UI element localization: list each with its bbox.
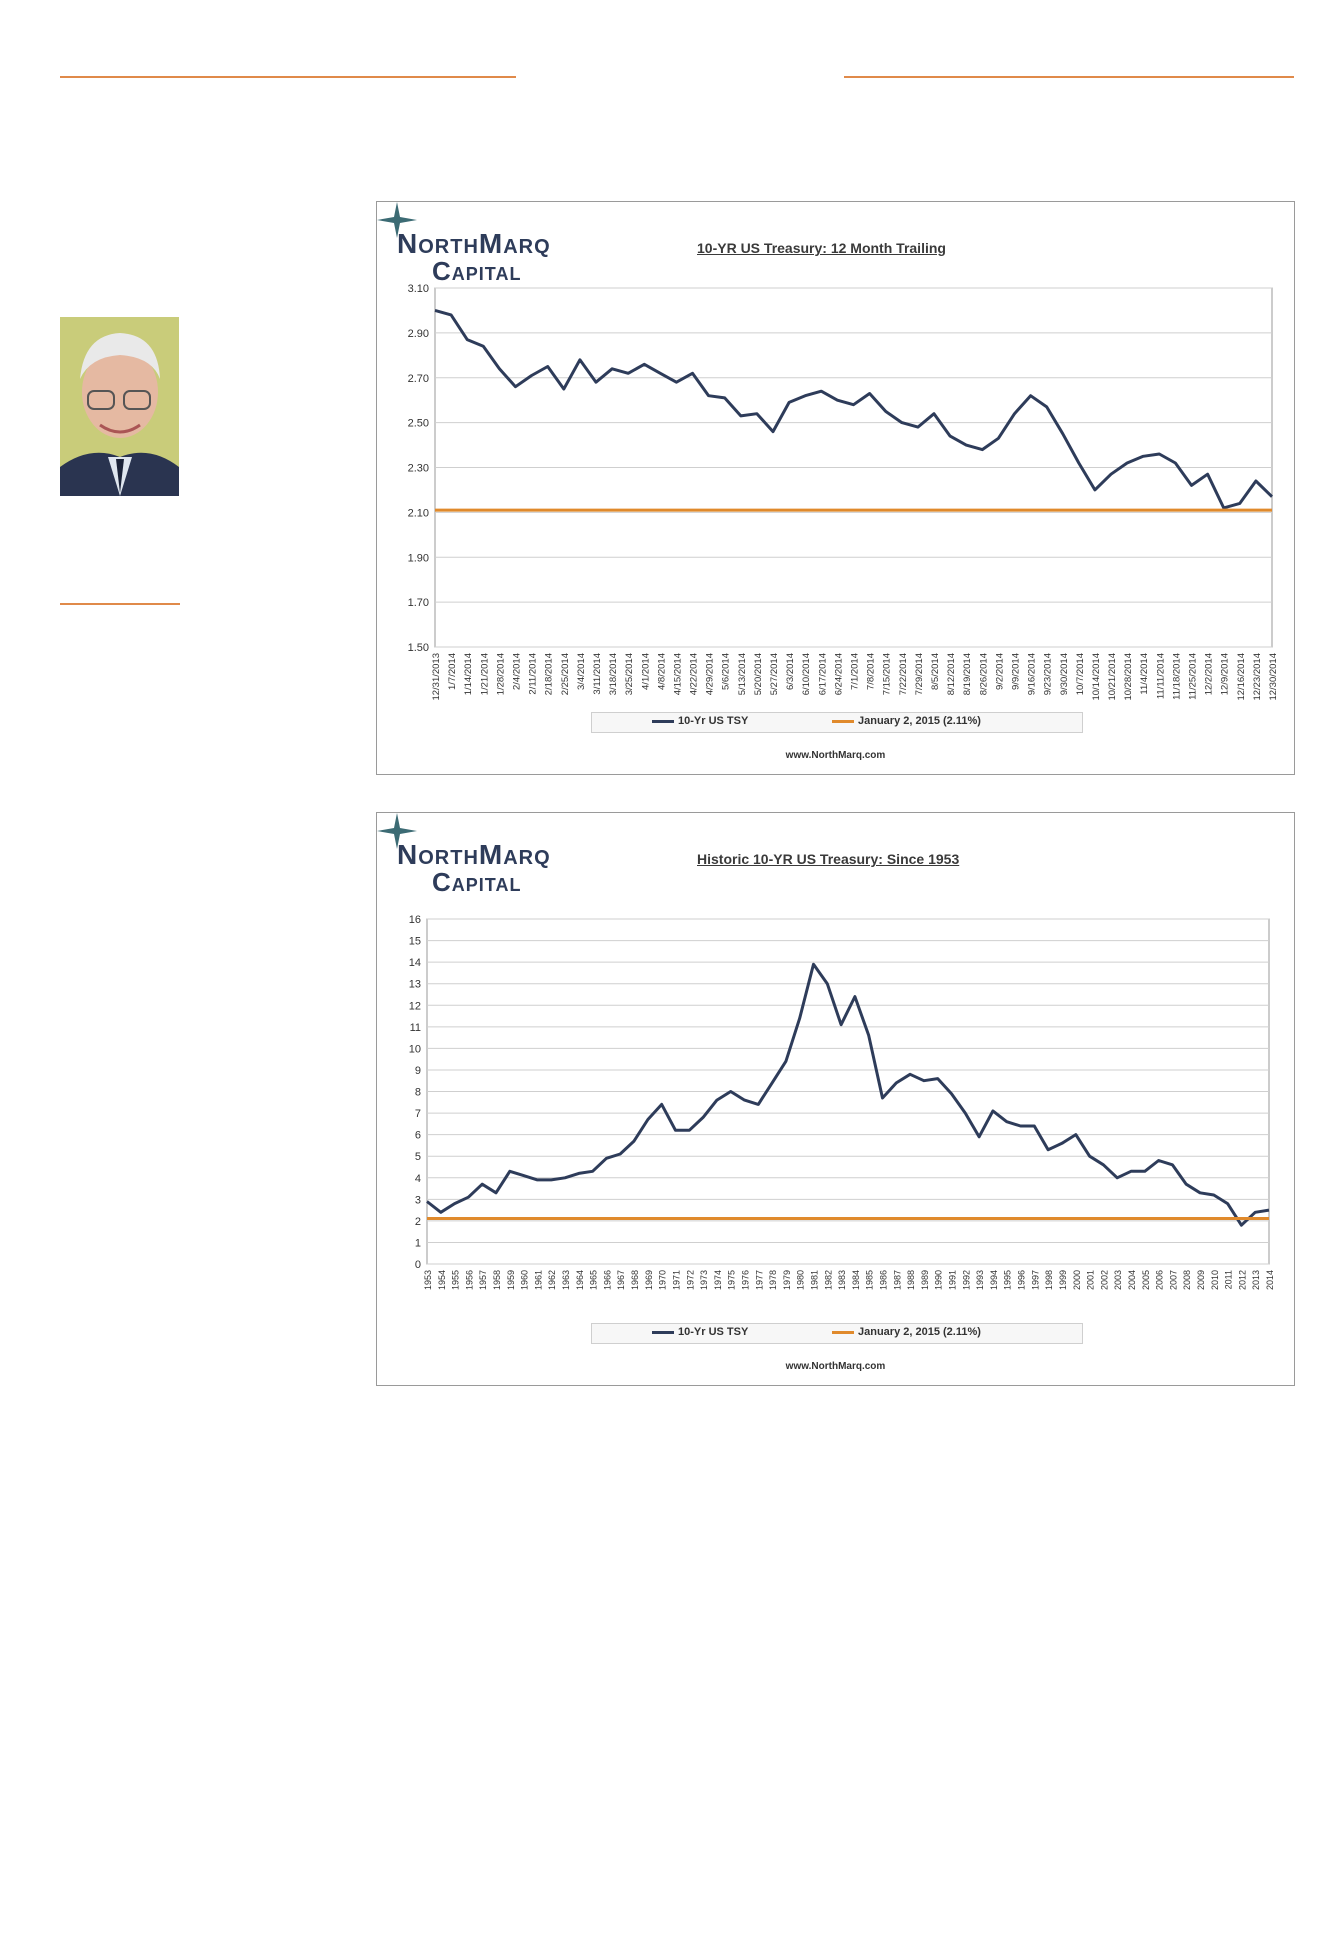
x-tick-label: 4/15/2014 <box>672 653 684 696</box>
legend-series-swatch <box>652 720 674 723</box>
x-tick-label: 11/25/2014 <box>1187 653 1199 700</box>
x-tick-label: 1957 <box>478 1270 489 1291</box>
x-tick-label: 3/18/2014 <box>608 653 620 696</box>
x-tick-label: 2000 <box>1071 1270 1082 1291</box>
y-tick-label: 2.50 <box>407 417 429 430</box>
x-tick-label: 1959 <box>505 1270 516 1291</box>
x-tick-label: 1983 <box>837 1270 848 1291</box>
y-tick-label: 5 <box>414 1151 421 1164</box>
x-tick-label: 4/1/2014 <box>640 653 652 690</box>
x-tick-label: 4/29/2014 <box>704 653 716 696</box>
x-tick-label: 1985 <box>864 1270 875 1291</box>
y-tick-label: 6 <box>414 1129 421 1142</box>
logo-northmarq: NorthMarq <box>397 839 551 870</box>
x-tick-label: 2/4/2014 <box>511 653 523 690</box>
x-tick-label: 1989 <box>919 1270 930 1291</box>
legend-reference-swatch <box>832 1331 854 1334</box>
y-tick-label: 4 <box>414 1172 421 1185</box>
x-tick-label: 8/5/2014 <box>929 653 941 690</box>
chart-title: Historic 10-YR US Treasury: Since 1953 <box>697 851 960 867</box>
x-tick-label: 1/7/2014 <box>447 653 459 690</box>
legend-series-label: 10-Yr US TSY <box>678 715 749 727</box>
legend-reference-label: January 2, 2015 (2.11%) <box>858 1326 981 1338</box>
chart-historic <box>376 812 1295 1386</box>
x-tick-label: 1969 <box>643 1270 654 1291</box>
chart-legend <box>591 712 1083 733</box>
x-tick-label: 1960 <box>519 1270 530 1291</box>
x-tick-label: 1997 <box>1030 1270 1041 1291</box>
legend-series-swatch <box>652 1331 674 1334</box>
x-tick-label: 1/28/2014 <box>495 653 507 696</box>
x-tick-label: 2002 <box>1099 1270 1110 1291</box>
x-tick-label: 1977 <box>754 1270 765 1291</box>
x-tick-label: 1979 <box>781 1270 792 1291</box>
x-tick-label: 2007 <box>1168 1270 1179 1291</box>
y-tick-label: 0 <box>414 1259 421 1271</box>
x-tick-label: 10/21/2014 <box>1107 653 1119 701</box>
x-tick-label: 1962 <box>547 1270 558 1291</box>
x-tick-label: 2008 <box>1182 1270 1193 1291</box>
x-tick-label: 1958 <box>492 1270 503 1291</box>
x-tick-label: 7/8/2014 <box>865 653 877 690</box>
y-tick-label: 1 <box>414 1237 421 1250</box>
x-tick-label: 1972 <box>685 1270 696 1291</box>
y-tick-label: 1.50 <box>407 642 429 654</box>
site-url: www.NorthMarq.com <box>785 750 886 761</box>
x-tick-label: 1986 <box>878 1270 889 1291</box>
x-tick-label: 6/24/2014 <box>833 653 845 696</box>
legend-series-label: 10-Yr US TSY <box>678 1326 749 1338</box>
y-tick-label: 14 <box>408 957 421 970</box>
x-tick-label: 2009 <box>1195 1270 1206 1291</box>
x-tick-label: 5/13/2014 <box>736 653 748 696</box>
x-tick-label: 12/2/2014 <box>1203 653 1215 696</box>
x-tick-label: 1993 <box>975 1270 986 1291</box>
x-tick-label: 1990 <box>933 1270 944 1291</box>
x-tick-label: 1973 <box>699 1270 710 1291</box>
x-tick-label: 4/22/2014 <box>688 653 700 696</box>
legend-reference <box>832 715 981 727</box>
x-tick-label: 10/14/2014 <box>1090 653 1102 701</box>
x-tick-label: 1970 <box>657 1270 668 1291</box>
x-tick-label: 7/1/2014 <box>849 653 861 690</box>
x-tick-label: 1981 <box>809 1270 820 1291</box>
x-tick-label: 1964 <box>574 1270 585 1291</box>
x-tick-label: 2013 <box>1251 1270 1262 1291</box>
x-tick-label: 7/29/2014 <box>913 653 925 696</box>
x-tick-label: 11/18/2014 <box>1171 653 1183 700</box>
x-tick-label: 9/9/2014 <box>1010 653 1022 690</box>
x-tick-label: 1998 <box>1044 1270 1055 1291</box>
x-tick-label: 1968 <box>630 1270 641 1291</box>
x-tick-label: 4/8/2014 <box>656 653 668 690</box>
series-line <box>427 964 1269 1225</box>
x-tick-label: 2/25/2014 <box>559 653 571 696</box>
x-tick-label: 1995 <box>1002 1270 1013 1291</box>
legend-reference-label: January 2, 2015 (2.11%) <box>858 715 981 727</box>
x-tick-label: 5/27/2014 <box>769 653 781 696</box>
x-tick-label: 9/23/2014 <box>1042 653 1054 696</box>
x-tick-label: 12/23/2014 <box>1251 653 1263 701</box>
legend-series <box>652 1326 748 1338</box>
x-tick-label: 6/3/2014 <box>785 653 797 690</box>
y-tick-label: 9 <box>414 1064 421 1077</box>
x-tick-label: 1963 <box>561 1270 572 1291</box>
y-tick-label: 12 <box>408 1000 421 1013</box>
x-tick-label: 1965 <box>588 1270 599 1291</box>
chart-12-month <box>376 201 1295 775</box>
x-tick-label: 1976 <box>740 1270 751 1291</box>
x-tick-label: 1994 <box>988 1270 999 1291</box>
y-tick-label: 2.30 <box>407 462 429 475</box>
chart-plot <box>377 202 1294 712</box>
y-tick-label: 3.10 <box>407 283 429 295</box>
x-tick-label: 1988 <box>906 1270 917 1291</box>
x-tick-label: 3/11/2014 <box>591 653 603 695</box>
x-tick-label: 2003 <box>1113 1270 1124 1291</box>
x-tick-label: 8/26/2014 <box>978 653 990 696</box>
x-tick-label: 2010 <box>1209 1270 1220 1291</box>
x-tick-label: 9/30/2014 <box>1058 653 1070 696</box>
x-tick-label: 11/4/2014 <box>1139 653 1151 695</box>
x-tick-label: 10/7/2014 <box>1074 653 1086 696</box>
x-tick-label: 1992 <box>961 1270 972 1291</box>
x-tick-label: 1967 <box>616 1270 627 1291</box>
x-tick-label: 3/25/2014 <box>624 653 636 696</box>
x-tick-label: 2/18/2014 <box>543 653 555 696</box>
x-tick-label: 1955 <box>450 1270 461 1291</box>
x-tick-label: 9/16/2014 <box>1026 653 1038 696</box>
x-tick-label: 7/15/2014 <box>881 653 893 696</box>
x-tick-label: 2006 <box>1154 1270 1165 1291</box>
legend-reference <box>832 1326 981 1338</box>
x-tick-label: 8/12/2014 <box>946 653 958 696</box>
y-tick-label: 2 <box>414 1215 421 1228</box>
x-tick-label: 1975 <box>726 1270 737 1291</box>
x-tick-label: 11/11/2014 <box>1155 653 1167 700</box>
x-tick-label: 1954 <box>436 1270 447 1291</box>
y-tick-label: 11 <box>409 1021 421 1034</box>
y-tick-label: 1.90 <box>407 552 429 565</box>
author-photo <box>60 317 179 496</box>
logo-capital: Capital <box>432 867 522 897</box>
logo-capital: Capital <box>432 256 522 286</box>
x-tick-label: 1961 <box>533 1270 544 1291</box>
y-tick-label: 10 <box>408 1043 421 1056</box>
x-tick-label: 2001 <box>1085 1270 1096 1291</box>
y-tick-label: 2.90 <box>407 327 429 340</box>
site-url: www.NorthMarq.com <box>785 1361 886 1372</box>
x-tick-label: 10/28/2014 <box>1123 653 1135 701</box>
series-line <box>435 310 1272 508</box>
x-tick-label: 2004 <box>1126 1270 1137 1291</box>
y-tick-label: 16 <box>408 914 421 926</box>
x-tick-label: 6/10/2014 <box>801 653 813 696</box>
legend-reference-swatch <box>832 720 854 723</box>
x-tick-label: 1980 <box>795 1270 806 1291</box>
chart-title: 10-YR US Treasury: 12 Month Trailing <box>697 240 946 256</box>
x-tick-label: 1956 <box>464 1270 475 1291</box>
x-tick-label: 1987 <box>892 1270 903 1291</box>
x-tick-label: 2011 <box>1223 1270 1234 1290</box>
x-tick-label: 2/11/2014 <box>527 653 539 695</box>
x-tick-label: 1978 <box>768 1270 779 1291</box>
y-tick-label: 7 <box>414 1108 421 1121</box>
y-tick-label: 13 <box>408 978 421 991</box>
x-tick-label: 2014 <box>1265 1270 1275 1291</box>
x-tick-label: 1982 <box>823 1270 834 1291</box>
y-tick-label: 2.10 <box>407 507 429 520</box>
logo-northmarq: NorthMarq <box>397 228 551 259</box>
x-tick-label: 1971 <box>671 1270 682 1291</box>
x-tick-label: 12/31/2013 <box>431 653 442 701</box>
x-tick-label: 8/19/2014 <box>962 653 974 696</box>
x-tick-label: 2005 <box>1140 1270 1151 1291</box>
x-tick-label: 1953 <box>423 1270 433 1291</box>
x-tick-label: 12/9/2014 <box>1219 653 1231 696</box>
y-tick-label: 15 <box>408 935 421 948</box>
header-rule-left <box>60 76 516 78</box>
x-tick-label: 12/16/2014 <box>1235 653 1247 701</box>
y-tick-label: 2.70 <box>407 372 429 385</box>
x-tick-label: 9/2/2014 <box>994 653 1006 690</box>
x-tick-label: 3/4/2014 <box>575 653 587 690</box>
x-tick-label: 5/6/2014 <box>720 653 732 690</box>
x-tick-label: 7/22/2014 <box>897 653 909 696</box>
x-tick-label: 1984 <box>850 1270 861 1291</box>
x-tick-label: 5/20/2014 <box>752 653 764 696</box>
x-tick-label: 1991 <box>947 1270 958 1291</box>
x-tick-label: 1996 <box>1016 1270 1027 1291</box>
y-tick-label: 8 <box>414 1086 421 1099</box>
x-tick-label: 2012 <box>1237 1270 1248 1291</box>
x-tick-label: 1/21/2014 <box>479 653 491 696</box>
header-rule-right <box>844 76 1294 78</box>
x-tick-label: 6/17/2014 <box>817 653 829 696</box>
x-tick-label: 1/14/2014 <box>463 653 475 696</box>
x-tick-label: 1966 <box>602 1270 613 1291</box>
x-tick-label: 1999 <box>1057 1270 1068 1291</box>
y-tick-label: 3 <box>414 1194 421 1207</box>
legend-series <box>652 715 748 727</box>
chart-legend <box>591 1323 1083 1344</box>
chart-plot <box>377 813 1294 1323</box>
sidebar-rule <box>60 603 180 605</box>
y-tick-label: 1.70 <box>407 597 429 610</box>
x-tick-label: 12/30/2014 <box>1268 653 1279 701</box>
x-tick-label: 1974 <box>712 1270 723 1291</box>
